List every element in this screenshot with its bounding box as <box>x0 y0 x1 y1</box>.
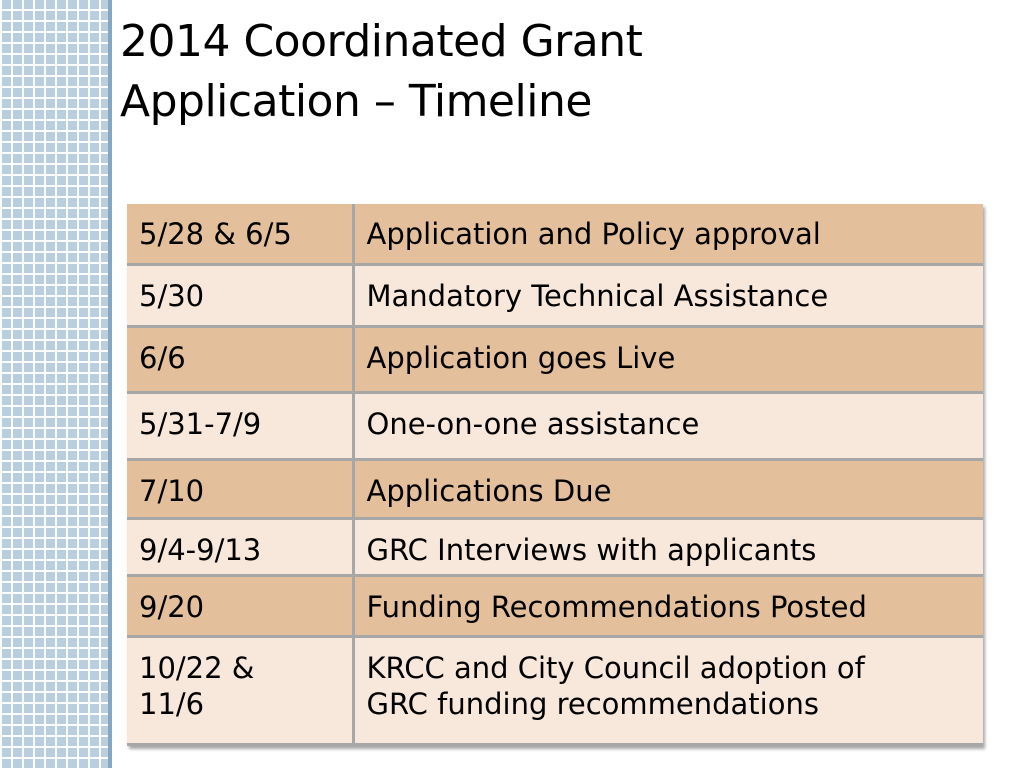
timeline-date <box>127 636 353 744</box>
timeline-event: Application goes Live <box>353 326 983 392</box>
timeline-date: 5/30 <box>127 264 353 326</box>
table-row <box>127 264 983 326</box>
decorative-grid-pattern <box>0 0 112 768</box>
table-row <box>127 392 983 459</box>
timeline-event: Application and Policy approval <box>353 204 983 264</box>
timeline-date: 5/31-7/9 <box>127 392 353 459</box>
timeline-date: 9/4-9/13 <box>127 518 353 575</box>
table-row <box>127 326 983 392</box>
timeline-table-container <box>127 204 983 746</box>
table-row <box>127 575 983 636</box>
slide-title-line-1: 2014 Coordinated Grant <box>120 16 643 67</box>
timeline-event: Applications Due <box>353 459 983 518</box>
table-row <box>127 204 983 264</box>
timeline-date-line-2: 11/6 <box>139 686 205 721</box>
timeline-event-line-2: GRC funding recommendations <box>366 686 819 721</box>
slide-title-line-2: Application – Timeline <box>120 76 592 127</box>
timeline-table <box>127 204 983 746</box>
timeline-event-line-1: KRCC and City Council adoption of <box>366 650 865 685</box>
timeline-date: 6/6 <box>127 326 353 392</box>
slide-title <box>120 12 980 132</box>
timeline-date: 7/10 <box>127 459 353 518</box>
timeline-event: Funding Recommendations Posted <box>353 575 983 636</box>
table-row <box>127 636 983 744</box>
timeline-date: 9/20 <box>127 575 353 636</box>
decorative-edge-bar <box>108 0 112 768</box>
timeline-event: One-on-one assistance <box>353 392 983 459</box>
table-row <box>127 459 983 518</box>
table-row <box>127 518 983 575</box>
timeline-event: Mandatory Technical Assistance <box>353 264 983 326</box>
timeline-date: 5/28 & 6/5 <box>127 204 353 264</box>
timeline-event <box>353 636 983 744</box>
timeline-date-line-1: 10/22 & <box>139 650 255 685</box>
timeline-event: GRC Interviews with applicants <box>353 518 983 575</box>
